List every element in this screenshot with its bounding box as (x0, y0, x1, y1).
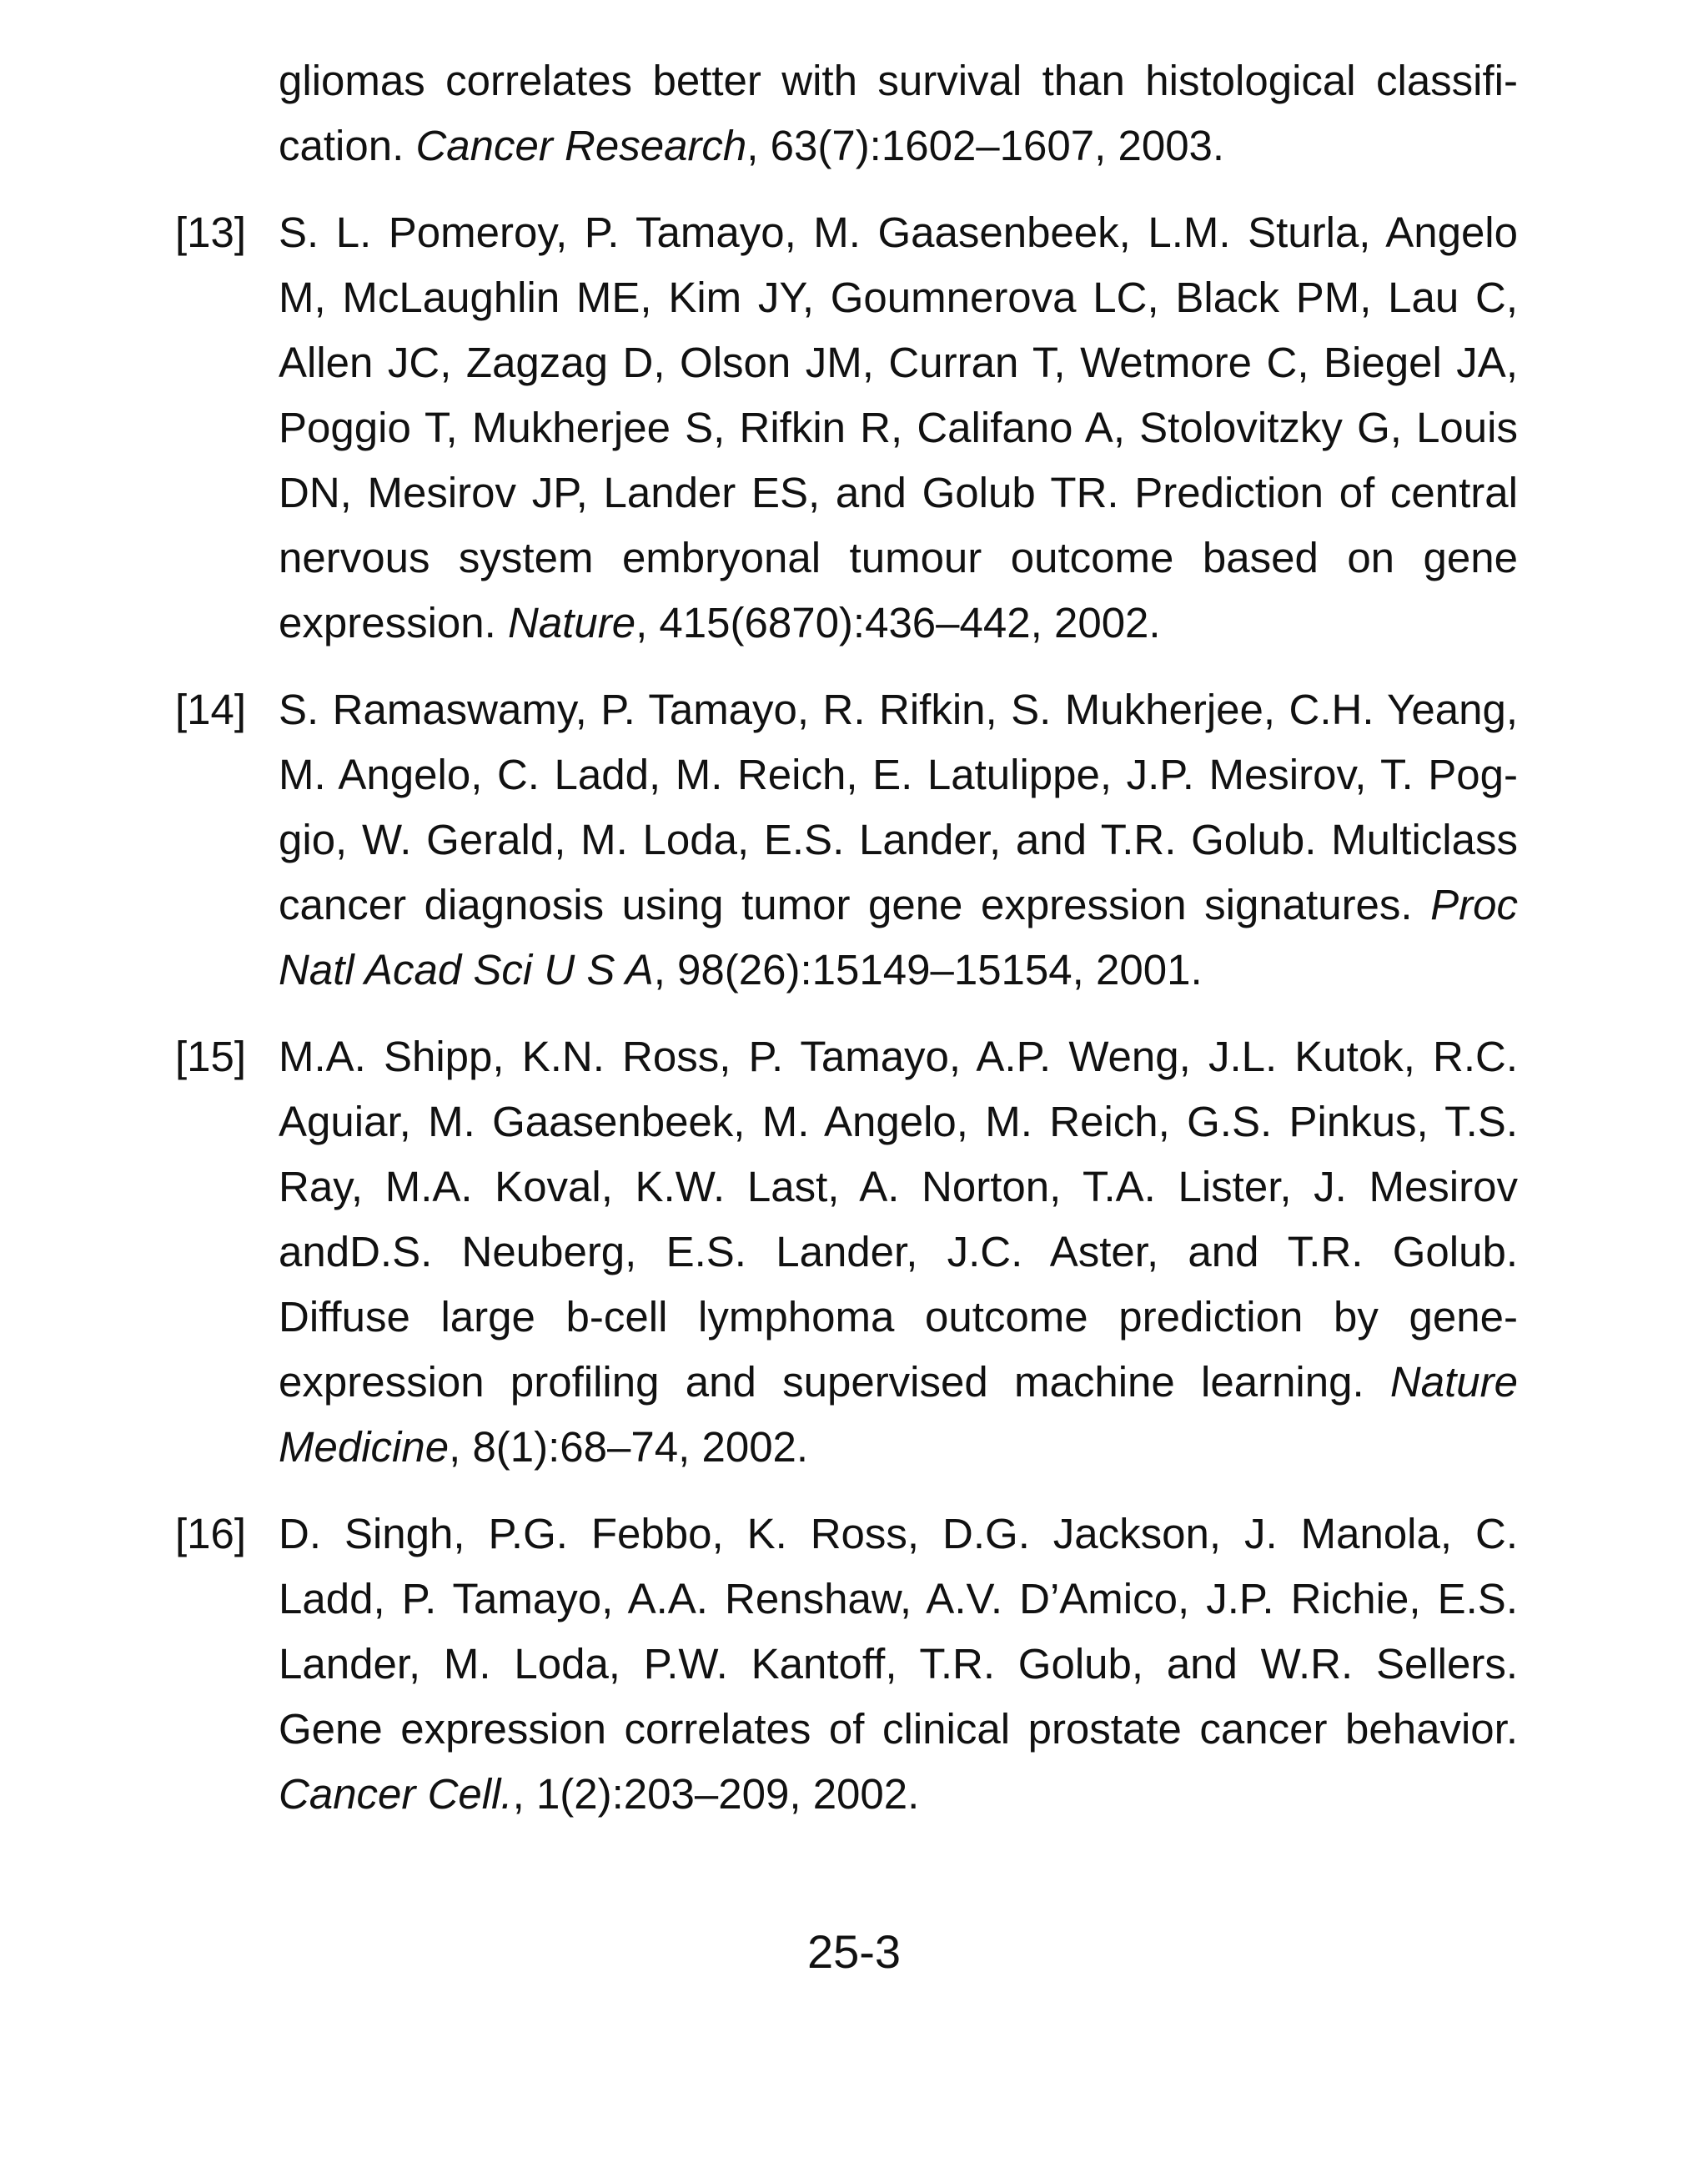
reference-body (279, 1502, 1518, 1827)
reference-12-continued (175, 48, 1518, 179)
reference-journal: Proc Natl Acad Sci U S A (279, 881, 1518, 993)
reference-text: M.A. Shipp, K.N. Ross, P. Tamayo, A.P. Weng, J.L. Kutok, R.C. Aguiar, M. Gaasenbeek, M. Angelo, M. Reich, G.S. Pinkus, T.S. Ray, M.A. Koval, K.W. Last, A. Norton, T.A. Lister, J. Mesirov andD.S. Neuberg, E.S. Lander, J.C. Aster, and T.R. Golub. Diffuse large b-cell lymphoma outcome prediction by gene-expression profiling and supervised machine learning. (279, 1033, 1518, 1406)
reference-16 (175, 1502, 1518, 1827)
reference-label: [15] (175, 1033, 247, 1080)
reference-label: [13] (175, 209, 247, 256)
reference-text: S. L. Pomeroy, P. Tamayo, M. Gaasenbeek, L.M. Sturla, Angelo M, McLaughlin ME, Kim JY, Goumnerova LC, Black PM, Lau C, Allen JC, Zagzag D, Olson JM, Curran T, Wetmore C, Biegel JA, Poggio T, Mukherjee S, Rifkin R, Califano A, Stolovitzky G, Louis DN, Mesirov JP, Lander ES, and Golub TR. Prediction of central nervous system embryonal tumour outcome based on gene expression. (279, 209, 1518, 646)
reference-body (279, 677, 1518, 1003)
reference-text: S. Ramaswamy, P. Tamayo, R. Rifkin, S. Mukherjee, C.H. Yeang, M. Angelo, C. Ladd, M. Reich, E. Latulippe, J.P. Mesirov, T. Poggio, W. Gerald, M. Loda, E.S. Lander, and T.R. Golub. Multiclass cancer diagnosis using tumor gene expression signatures. (279, 686, 1518, 928)
reference-label: [16] (175, 1510, 247, 1557)
reference-body (279, 1024, 1518, 1480)
reference-text: D. Singh, P.G. Febbo, K. Ross, D.G. Jackson, J. Manola, C. Ladd, P. Tamayo, A.A. Renshaw, A.V. D’Amico, J.P. Richie, E.S. Lander, M. Loda, P.W. Kantoff, T.R. Golub, and W.R. Sellers. Gene expression correlates of clinical prostate cancer behavior. (279, 1510, 1518, 1753)
reference-list (175, 48, 1518, 1849)
reference-label: [14] (175, 686, 247, 733)
reference-details: , 415(6870):436–442, 2002. (635, 599, 1161, 646)
reference-details: , 63(7):1602–1607, 2003. (746, 122, 1225, 169)
reference-body (279, 48, 1518, 179)
reference-journal: Nature Medicine (279, 1358, 1518, 1471)
reference-14 (175, 677, 1518, 1003)
reference-journal: Cancer Cell. (279, 1770, 513, 1818)
reference-body (279, 200, 1518, 656)
reference-details: , 98(26):15149–15154, 2001. (653, 946, 1203, 993)
reference-journal: Nature (507, 599, 636, 646)
reference-13 (175, 200, 1518, 656)
reference-15 (175, 1024, 1518, 1480)
page-number: 25-3 (806, 1925, 902, 1978)
reference-details: , 1(2):203–209, 2002. (512, 1770, 920, 1818)
reference-details: , 8(1):68–74, 2002. (449, 1423, 809, 1471)
reference-text: gliomas correlates better with survival than histological classification. (279, 57, 1518, 169)
reference-journal: Cancer Research (415, 122, 747, 169)
